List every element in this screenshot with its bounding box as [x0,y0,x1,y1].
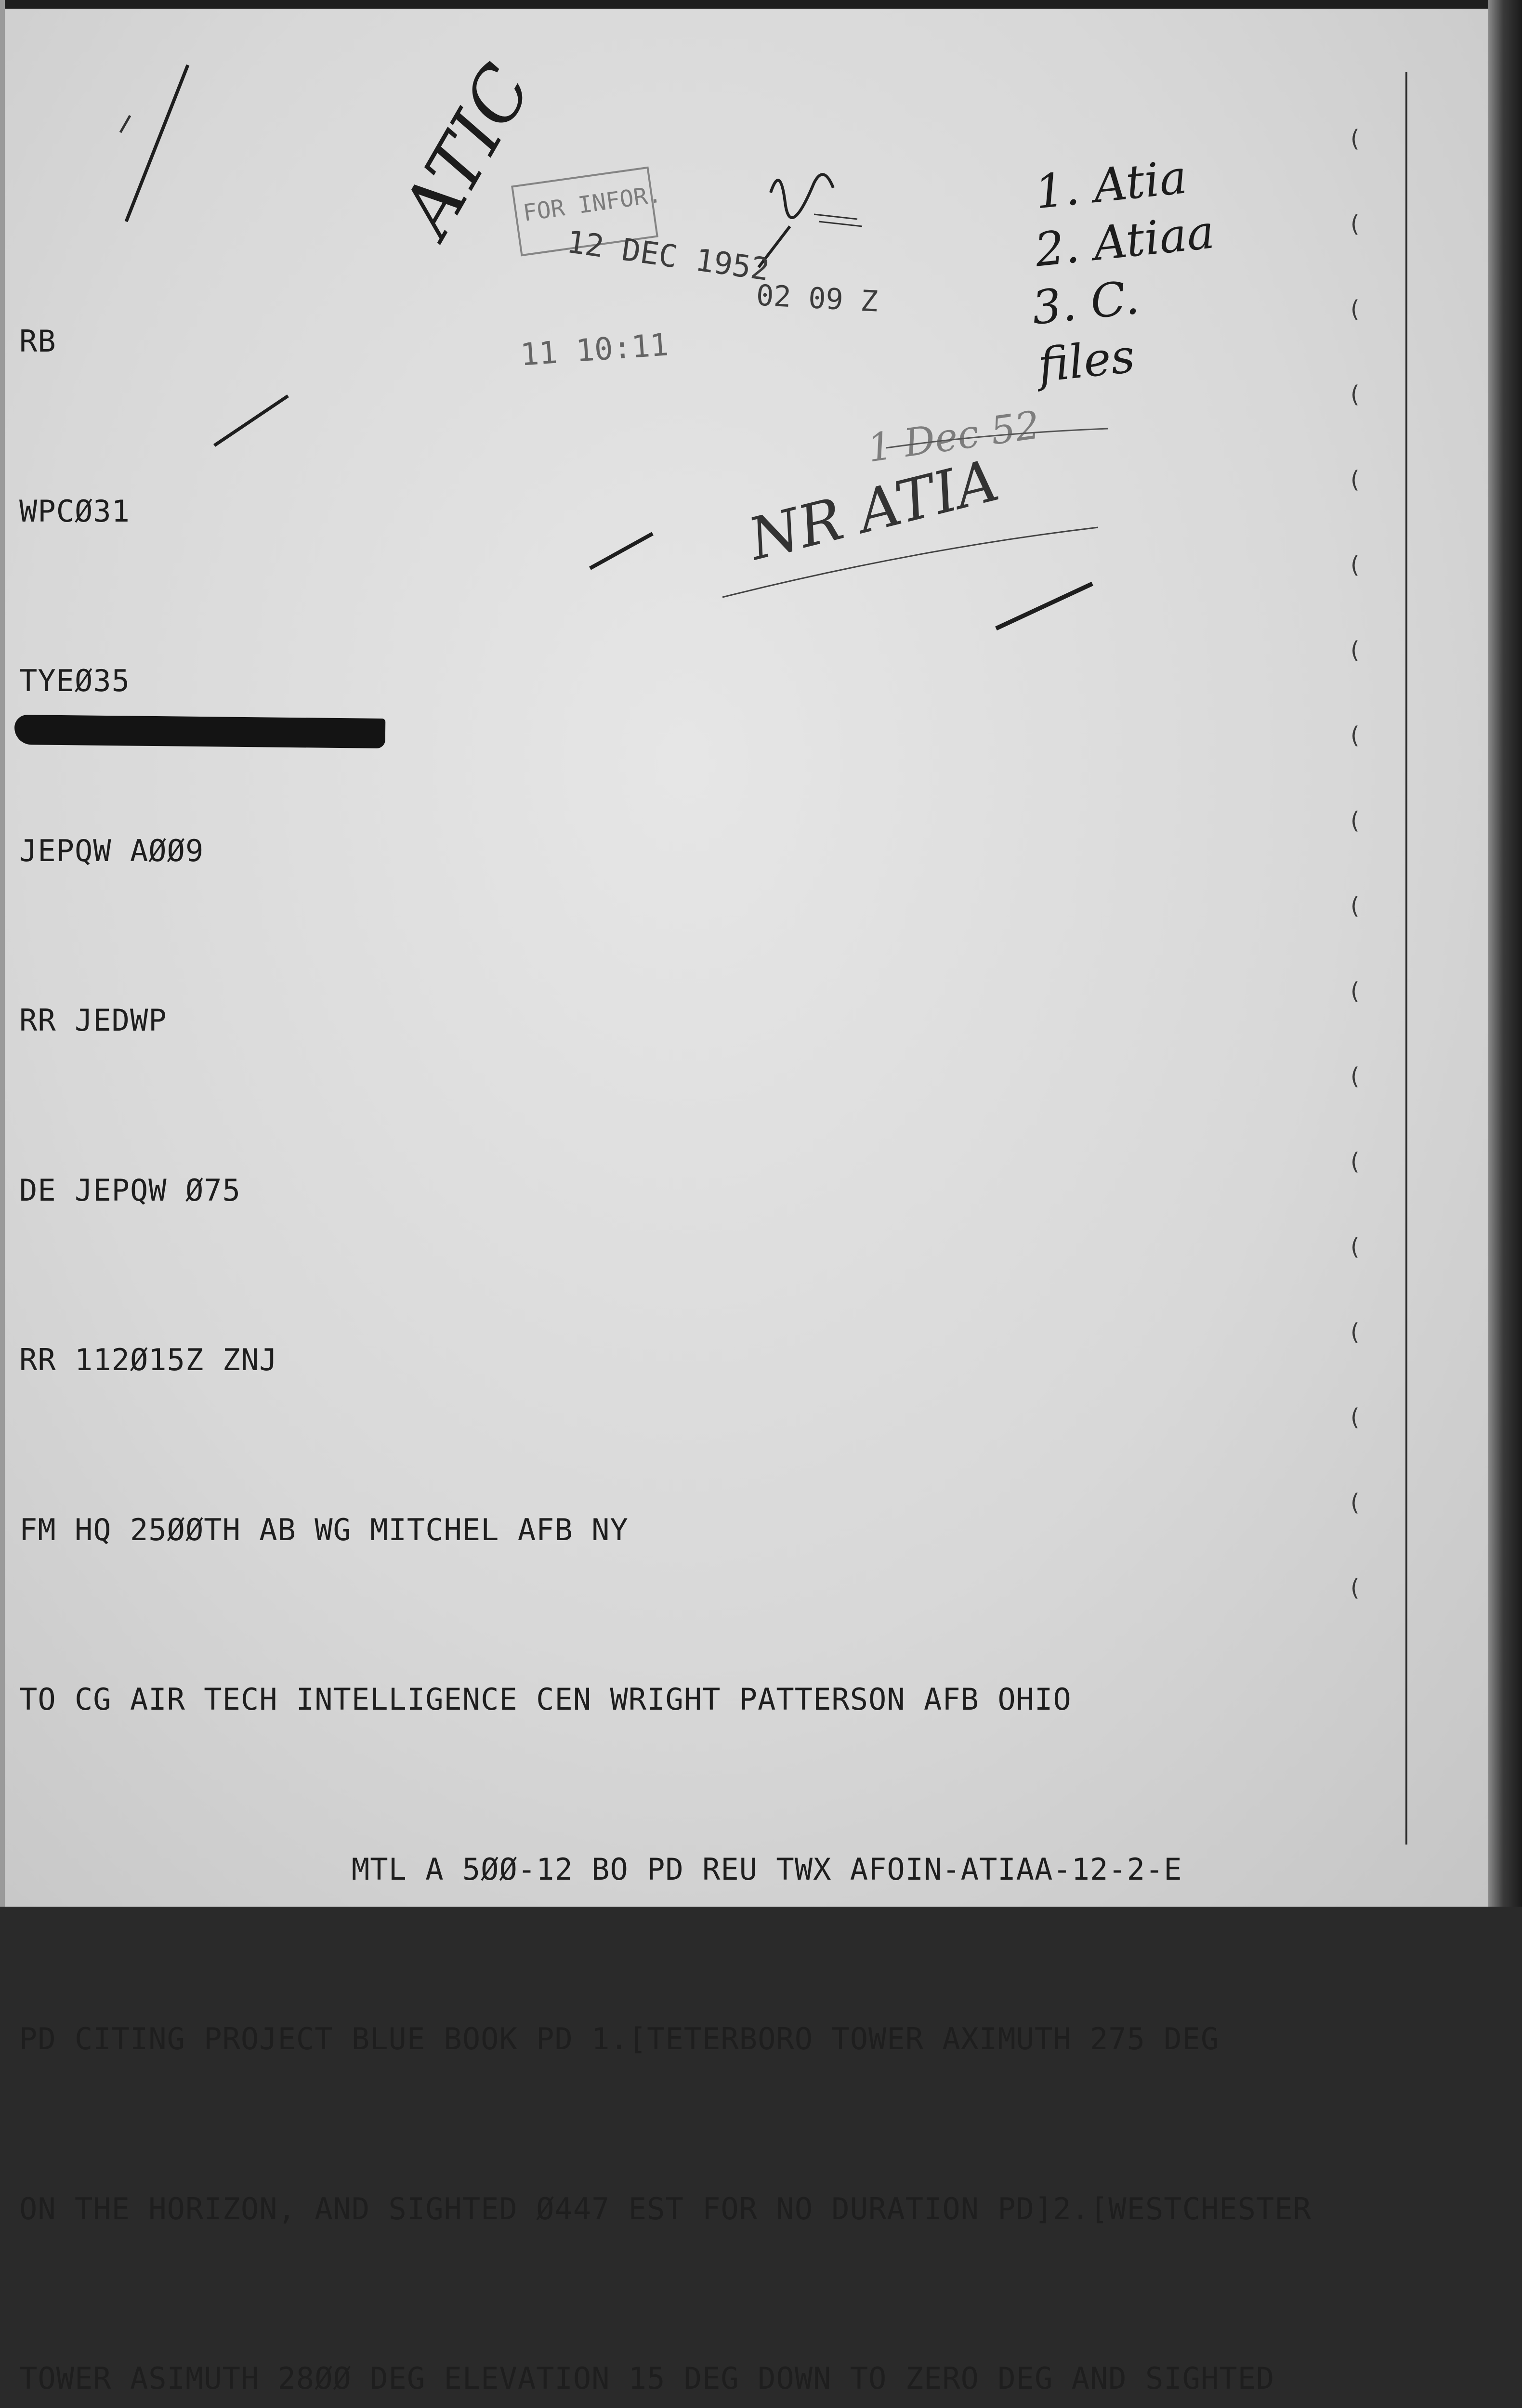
body-line: MTL A 5ØØ-12 BO PD REU TWX AFOIN-ATIAA-12-2-E [19,1851,1182,1887]
punch-mark: ( [1348,637,1362,664]
stamp-clock: 11 10:11 [519,327,670,373]
punch-mark: ( [1348,1063,1362,1090]
punch-mark: ( [1348,1574,1362,1601]
punch-mark: ( [1348,1148,1362,1175]
handwritten-atic-mark: ATIC [385,51,548,249]
body-line: PD CITING PROJECT BLUE BOOK PD 1.[TETERBORO TOWER AXIMUTH 275 DEG [19,2021,1220,2056]
pen-stroke-small-top-left [120,116,130,132]
routing-item: 1. Atia [1032,150,1190,220]
header-line: WPCØ31 [19,493,130,529]
punch-mark: ( [1348,1404,1362,1431]
body-line: TOWER ASIMUTH 28ØØ DEG ELEVATION 15 DEG DOWN TO ZERO DEG AND SIGHTED [19,2361,1275,2396]
punch-mark: ( [1348,466,1362,493]
header-line: RR JEDWP [19,1003,167,1038]
stamp-date: 12 DEC 1952 [564,224,772,288]
punch-mark: ( [1348,978,1362,1005]
pen-stroke-top-left [126,65,188,222]
punch-mark: ( [1348,1233,1362,1260]
routing-item: 3. C. files [1029,270,1142,393]
handwritten-date-note: 1 Dec 52 [865,402,1043,471]
punch-mark: ( [1348,807,1362,834]
punch-mark: ( [1348,722,1362,749]
punch-mark: ( [1348,892,1362,919]
stamp-time: 02 09 Z [755,278,879,319]
punch-mark: ( [1348,1319,1362,1346]
stamp-title: FOR INFOR. [521,181,663,227]
punch-mark: ( [1348,125,1362,152]
teletype-text [19,200,1349,2408]
header-line: TYEØ35 [19,663,130,698]
punch-mark: ( [1348,381,1362,408]
handwritten-nr-mark: NR ATIA [742,447,1005,574]
routing-item: 2. Atiaa [1032,205,1217,277]
punch-mark: ( [1348,296,1362,323]
header-line: DE JEPQW Ø75 [19,1172,241,1208]
header-line: RR 112Ø15Z ZNJ [19,1342,278,1377]
body-line: ON THE HORIZON, AND SIGHTED Ø447 EST FOR NO DURATION PD]2.[WESTCHESTER [19,2191,1312,2226]
header-line: RB [19,324,56,359]
punch-mark: ( [1348,551,1362,578]
punch-mark: ( [1348,210,1362,237]
punch-mark: ( [1348,1489,1362,1516]
header-line: JEPQW AØØ9 [19,833,204,868]
from-line: FM HQ 25ØØTH AB WG MITCHEL AFB NY [19,1512,629,1547]
to-line: TO CG AIR TECH INTELLIGENCE CEN WRIGHT PATTERSON AFB OHIO [19,1682,1072,1717]
